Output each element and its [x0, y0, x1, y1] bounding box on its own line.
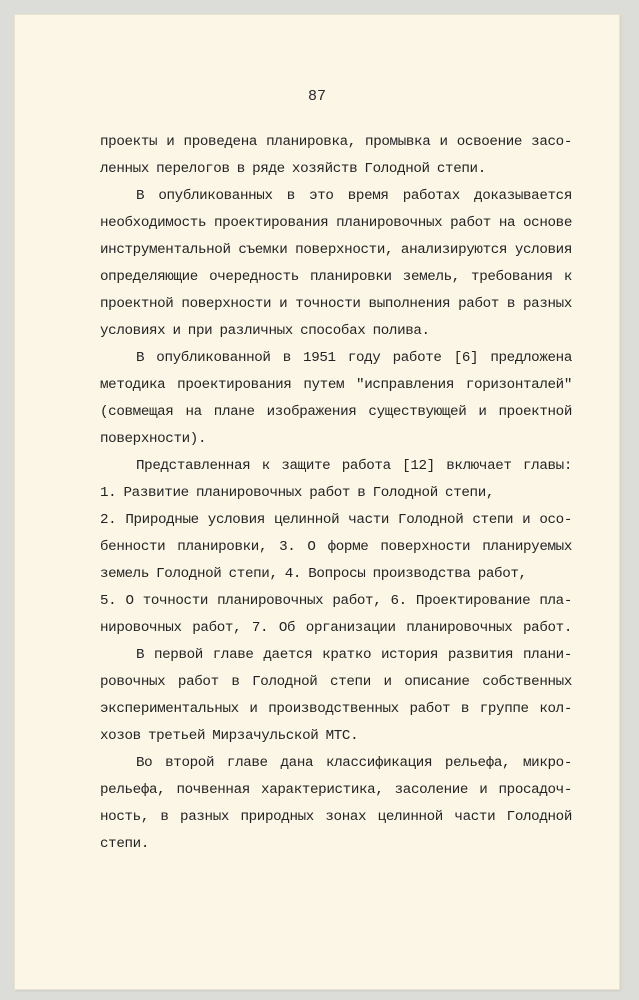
- text-line: ленных перелогов в ряде хозяйств Голодной степи.: [100, 161, 486, 177]
- text-line: (совмещая на плане изображения существующей и проектной: [100, 404, 572, 420]
- text-line: 1. Развитие планировочных работ в Голодной степи,: [100, 485, 495, 501]
- text-line: В опубликованной в 1951 году работе [6] предложена: [136, 350, 572, 366]
- text-line: степи.: [100, 836, 149, 852]
- text-line: В первой главе дается кратко история развития плани-: [136, 647, 572, 663]
- text-line: рельефа, почвенная характеристика, засоление и просадоч-: [100, 782, 572, 798]
- document-page: [14, 14, 620, 990]
- text-line: хозов третьей Мирзачульской МТС.: [100, 728, 359, 744]
- text-line: нировочных работ, 7. Об организации планировочных работ.: [100, 620, 572, 636]
- text-line: условиях и при различных способах полива.: [100, 323, 430, 339]
- text-line: ровочных работ в Голодной степи и описание собственных: [100, 674, 572, 690]
- text-line: 2. Природные условия целинной части Голодной степи и осо-: [100, 512, 572, 528]
- text-line: необходимость проектирования планировочных работ на основе: [100, 215, 572, 231]
- text-line: бенности планировки, 3. О форме поверхности планируемых: [100, 539, 572, 555]
- text-line: 5. О точности планировочных работ, 6. Проектирование пла-: [100, 593, 572, 609]
- text-line: поверхности).: [100, 431, 207, 447]
- text-line: земель Голодной степи, 4. Вопросы производства работ,: [100, 566, 527, 582]
- body-text: [100, 129, 572, 858]
- page-number: 87: [307, 88, 326, 105]
- text-line: методика проектирования путем "исправления горизонталей": [100, 377, 572, 393]
- text-line: ность, в разных природных зонах целинной части Голодной: [100, 809, 572, 825]
- text-line: инструментальной съемки поверхности, анализируются условия: [100, 242, 572, 258]
- text-line: проекты и проведена планировка, промывка и освоение засо-: [100, 134, 572, 150]
- text-line: Представленная к защите работа [12] включает главы:: [136, 458, 572, 474]
- text-line: Во второй главе дана классификация рельефа, микро-: [136, 755, 572, 771]
- text-line: В опубликованных в это время работах доказывается: [136, 188, 572, 204]
- text-line: определяющие очередность планировки земель, требования к: [100, 269, 572, 285]
- text-line: проектной поверхности и точности выполнения работ в разных: [100, 296, 572, 312]
- text-line: экспериментальных и производственных работ в группе кол-: [100, 701, 572, 717]
